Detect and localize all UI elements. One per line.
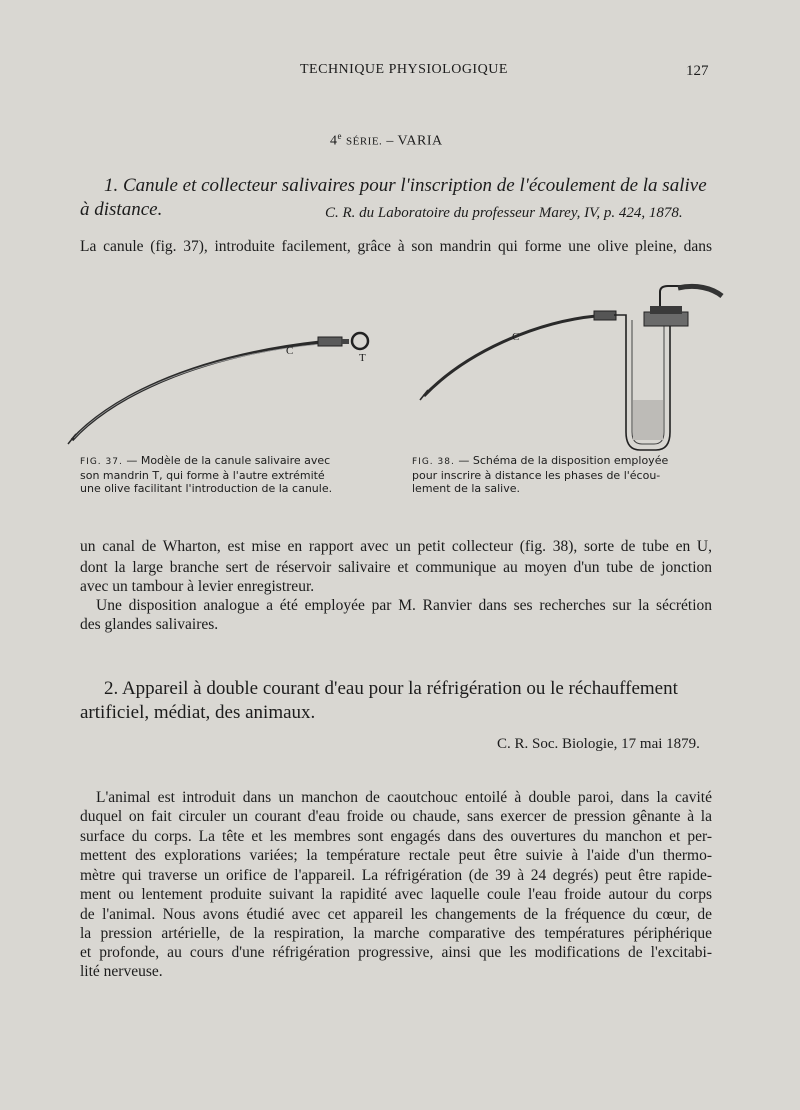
- section2-title-line2: artificiel, médiat, des animaux.: [80, 702, 316, 723]
- fig37-caption-line2: son mandrin T, qui forme à l'autre extrémité: [80, 469, 325, 482]
- section1-para-line: un canal de Wharton, est mise en rapport avec un petit collecteur (fig. 38), sorte de tube en U,: [80, 538, 712, 555]
- series-heading: [330, 131, 443, 150]
- section2-para-line: et profonde, au cours d'une réfrigération progressive, ainsi que les modifications de l'excitabi-: [80, 944, 712, 961]
- section1-title-line2: à distance.: [80, 199, 163, 220]
- section2-para-line: la pression artérielle, de la respiration, la marche comparative des températures périphérique: [80, 925, 712, 942]
- page-number: 127: [686, 63, 709, 79]
- reservoir-stopper: [644, 312, 688, 326]
- cannula-connector: [318, 337, 342, 346]
- section1-reference: C. R. du Laboratoire du professeur Marey, IV, p. 424, 1878.: [325, 205, 683, 221]
- rubber-junction-tube: [678, 286, 722, 296]
- fig37-label-c: C: [286, 345, 294, 357]
- section2-para-line: lité nerveuse.: [80, 963, 163, 980]
- section1-title-line1: 1. Canule et collecteur salivaires pour l'inscription de l'écoulement de la salive: [104, 175, 707, 196]
- figure-37-cannula: [66, 322, 386, 447]
- section2-para-line: duquel on fait circuler un courant d'eau froide ou chaude, sans exercer de pression gênante à la: [80, 808, 712, 825]
- fig38-label-c: C: [512, 331, 520, 343]
- cannula-collar: [341, 339, 349, 344]
- reservoir-cap: [650, 306, 682, 314]
- fig37-label-t: T: [359, 352, 366, 364]
- section1-para-line: dont la large branche sert de réservoir salivaire et communique au moyen d'un tube de jonction: [80, 559, 712, 576]
- section1-para2-line: Une disposition analogue a été employée par M. Ranvier dans ses recherches sur la sécrétion: [96, 597, 712, 614]
- section2-para-line: surface du corps. La tête et les membres sont engagés dans des ouvertures du manchon et per-: [80, 828, 712, 845]
- fig38-caption: [412, 454, 712, 495]
- section1-intro-line: La canule (fig. 37), introduite facilement, grâce à son mandrin qui forme une olive pleine, dans: [80, 238, 712, 255]
- series-sup: e: [337, 131, 342, 141]
- series-word: SÉRIE.: [346, 135, 383, 148]
- fig38-caption-prefix: FIG. 38.: [412, 457, 455, 467]
- section1-para-line: avec un tambour à levier enregistreur.: [80, 578, 315, 595]
- section2-para-line: L'animal est introduit dans un manchon de caoutchouc entoilé à double paroi, dans la cavité: [96, 789, 712, 806]
- section2-title-line1: 2. Appareil à double courant d'eau pour la réfrigération ou le réchauffement: [104, 678, 678, 699]
- running-header: TECHNIQUE PHYSIOLOGIQUE: [300, 62, 508, 77]
- section2-reference: C. R. Soc. Biologie, 17 mai 1879.: [497, 736, 700, 752]
- fig38-caption-line3: lement de la salive.: [412, 482, 520, 495]
- fig37-caption: [80, 454, 376, 495]
- section2-para-line: ment ou lentement produite suivant la rapidité avec laquelle coule l'eau froide autour du corps: [80, 886, 712, 903]
- section2-para-line: de l'animal. Nous avons étudié avec cet appareil les changements de la fréquence du cœur, de: [80, 906, 712, 923]
- fig38-caption-line2: pour inscrire à distance les phases de l'écou-: [412, 469, 661, 482]
- cannula-tube-highlight: [74, 344, 321, 438]
- section1-para2-line: des glandes salivaires.: [80, 616, 219, 633]
- u-tube-liquid: [633, 400, 663, 440]
- figure-38-collector: [416, 282, 726, 454]
- series-number: 4: [330, 133, 338, 149]
- fig38-caption-text: — Schéma de la disposition employée: [454, 454, 669, 467]
- section2-para-line: mètre qui traverse un orifice de l'appareil. La réfrigération (de 39 à 24 degrés) peut être rapide-: [80, 867, 712, 884]
- fig37-caption-prefix: FIG. 37.: [80, 457, 123, 467]
- cannula-tube: [72, 342, 321, 440]
- series-rest: – VARIA: [382, 133, 443, 149]
- fig37-caption-line3: une olive facilitant l'introduction de la canule.: [80, 482, 333, 495]
- fig37-caption-text: — Modèle de la canule salivaire avec: [122, 454, 331, 467]
- section2-para-line: mettent des explorations variées; la température rectale peut être suivie à l'aide d'un thermo-: [80, 847, 712, 864]
- mandrin-olive-ring: [352, 333, 368, 349]
- collector-connector: [594, 311, 616, 320]
- collector-cannula-tube: [424, 316, 596, 396]
